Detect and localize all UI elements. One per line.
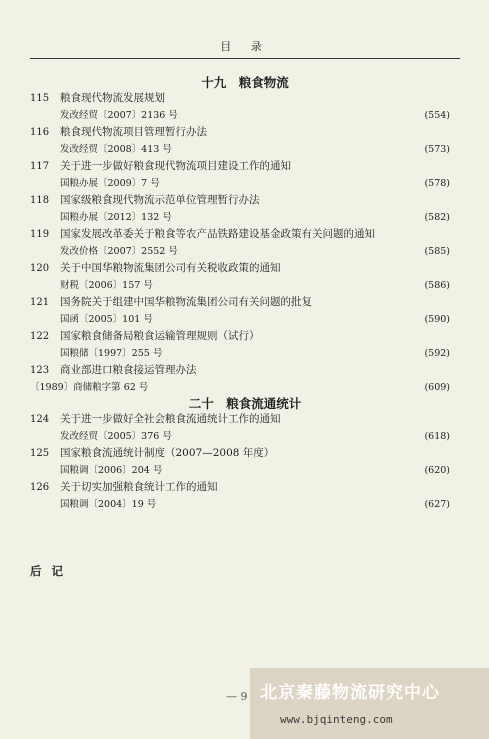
- toc-entry[interactable]: [30, 90, 450, 124]
- entry-document-ref: 国函〔2005〕101 号: [60, 314, 153, 325]
- toc-entry[interactable]: [30, 158, 450, 192]
- entry-number: 117: [30, 161, 50, 172]
- dot-leader: [162, 345, 424, 362]
- entry-title: 粮食现代物流项目管理暂行办法: [60, 126, 207, 138]
- entry-number: 120: [30, 263, 50, 274]
- entry-page-number: (592): [424, 348, 450, 359]
- dot-leader: [160, 175, 425, 192]
- entry-number: 115: [30, 93, 50, 104]
- watermark-title: 北京秦藤物流研究中心: [260, 683, 440, 703]
- entry-title: 国家粮食流通统计制度（2007—2008 年度）: [60, 447, 275, 459]
- entry-page-number: (590): [424, 314, 450, 325]
- toc-entry[interactable]: [30, 226, 450, 260]
- entry-title: 国家发展改革委关于粮食等农产品铁路建设基金政策有关问题的通知: [60, 228, 375, 240]
- toc-entry[interactable]: [30, 124, 450, 158]
- dot-leader: [162, 462, 424, 479]
- afterword-heading: 后记: [30, 564, 73, 578]
- entry-title: 国家级粮食现代物流示范单位管理暂行办法: [60, 194, 260, 206]
- entry-document-ref: 发改经贸〔2007〕2136 号: [60, 110, 178, 121]
- entry-document-ref: 财税〔2006〕157 号: [60, 280, 153, 291]
- entry-page-number: (620): [424, 465, 450, 476]
- entry-title: 关于切实加强粮食统计工作的通知: [60, 481, 218, 493]
- entry-page-number: (618): [424, 431, 450, 442]
- page-folio: — 9: [226, 690, 248, 703]
- toc-entry[interactable]: [30, 445, 450, 479]
- dot-leader: [178, 107, 425, 124]
- entry-document-ref: 〔1989〕商储粮字第 62 号: [30, 382, 149, 393]
- entry-page-number: (573): [424, 144, 450, 155]
- running-head: 目 录: [30, 38, 460, 59]
- toc-entry[interactable]: [30, 192, 450, 226]
- entry-number: 124: [30, 414, 50, 425]
- entry-number: 122: [30, 331, 50, 342]
- dot-leader: [153, 311, 425, 328]
- entry-page-number: (585): [424, 246, 450, 257]
- entry-title: 关于中国华粮物流集团公司有关税收政策的通知: [60, 262, 281, 274]
- entry-title: 粮食现代物流发展规划: [60, 92, 165, 104]
- entry-title: 关于进一步做好粮食现代物流项目建设工作的通知: [60, 160, 291, 172]
- entry-number: 116: [30, 127, 50, 138]
- entry-title: 关于进一步做好全社会粮食流通统计工作的通知: [60, 413, 281, 425]
- toc-entry[interactable]: [30, 328, 450, 362]
- entry-number: 125: [30, 448, 50, 459]
- entry-page-number: (586): [424, 280, 450, 291]
- entry-page-number: (582): [424, 212, 450, 223]
- section-title-20: 二十 粮食流通统计: [188, 396, 302, 411]
- section-title-19: 十九 粮食物流: [201, 75, 289, 90]
- toc-entry[interactable]: [30, 260, 450, 294]
- toc-entry[interactable]: [30, 362, 450, 396]
- entry-document-ref: 国粮办展〔2012〕132 号: [60, 212, 172, 223]
- entry-page-number: (554): [424, 110, 450, 121]
- entry-number: 121: [30, 297, 50, 308]
- dot-leader: [178, 243, 425, 260]
- dot-leader: [172, 141, 425, 158]
- entry-document-ref: 国粮储〔1997〕255 号: [60, 348, 163, 359]
- entry-title: 商业部进口粮食接运管理办法: [60, 364, 197, 376]
- entry-title: 国家粮食储备局粮食运输管理规则（试行）: [60, 330, 260, 342]
- entry-title: 国务院关于组建中国华粮物流集团公司有关问题的批复: [60, 296, 312, 308]
- entry-document-ref: 国粮办展〔2009〕7 号: [60, 178, 160, 189]
- dot-leader: [172, 209, 425, 226]
- entry-document-ref: 发改价格〔2007〕2552 号: [60, 246, 178, 257]
- entry-document-ref: 国粮调〔2004〕19 号: [60, 499, 157, 510]
- entry-number: 118: [30, 195, 50, 206]
- toc-entry[interactable]: [30, 479, 450, 513]
- toc-entry[interactable]: [30, 294, 450, 328]
- entry-number: 126: [30, 482, 50, 493]
- watermark-url: www.bjqinteng.com: [280, 713, 393, 726]
- entry-page-number: (578): [424, 178, 450, 189]
- entry-number: 123: [30, 365, 50, 376]
- entry-document-ref: 发改经贸〔2008〕413 号: [60, 144, 172, 155]
- entry-document-ref: 发改经贸〔2005〕376 号: [60, 431, 172, 442]
- dot-leader: [156, 496, 424, 513]
- dot-leader: [172, 428, 425, 445]
- watermark-banner: [250, 668, 489, 739]
- entry-page-number: (609): [424, 382, 450, 393]
- toc-entry[interactable]: [30, 411, 450, 445]
- entry-document-ref: 国粮调〔2006〕204 号: [60, 465, 163, 476]
- entry-page-number: (627): [424, 499, 450, 510]
- entry-number: 119: [30, 229, 50, 240]
- dot-leader: [153, 277, 425, 294]
